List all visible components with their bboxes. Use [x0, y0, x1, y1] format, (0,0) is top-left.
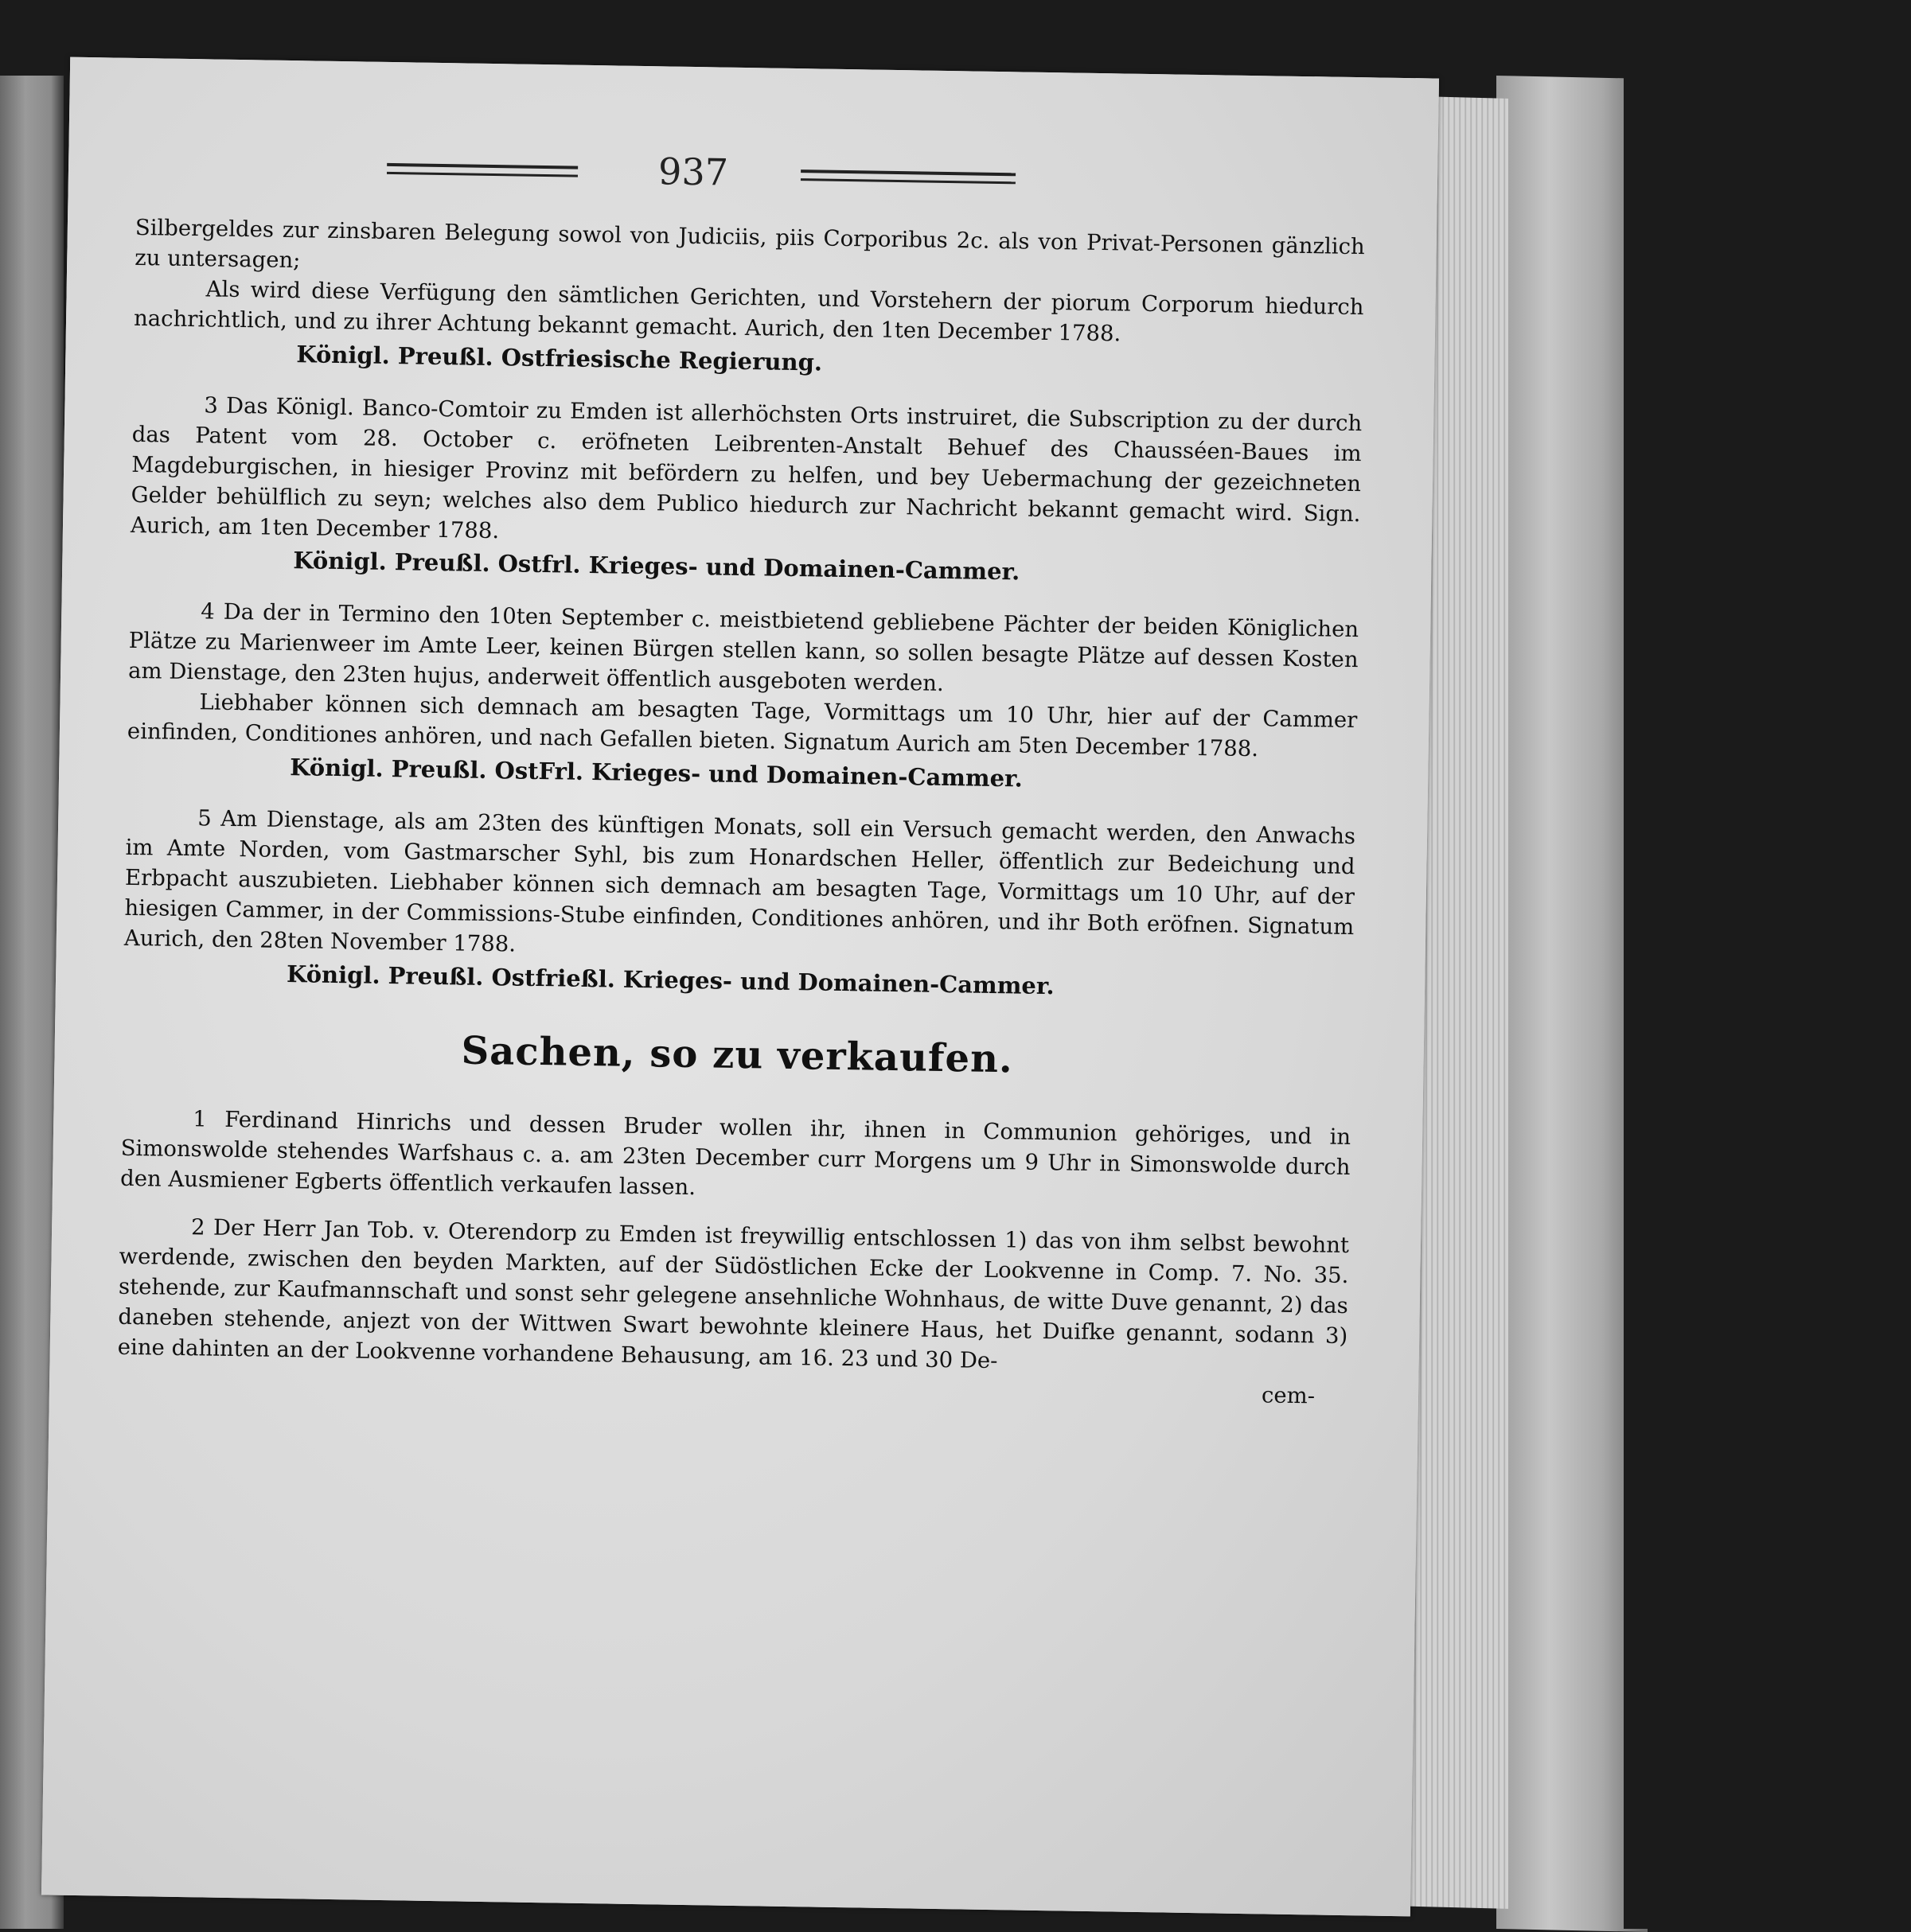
header-rule-right [801, 169, 1016, 184]
notice-3: 3 Das Königl. Banco-Comtoir zu Emden ist allerhöchsten Orts instruiret, die Subscription zu der durch das Patent vom 28. October c. eröfneten Leibrenten-Anstalt Behuef des Chausséen-Baues im Magdeburgischen, in hiesiger Provinz mit befördern zu helfen, und bey Uebermachung der gezeichneten Gelder behülflich zu seyn; welches also dem Publico hiedurch zur Nachricht bekannt gemacht wird. Sign. Aurich, am 1ten December 1788. [130, 392, 1363, 543]
page-header [387, 146, 1016, 203]
top-paragraph: Silbergeldes zur zinsbaren Belegung sowol von Judiciis, piis Corporibus 2c. als von Privat-Personen gänzlich zu untersagen; [135, 214, 1365, 274]
notice-5: 5 Am Dienstage, als am 23ten des künftigen Monats, soll ein Versuch gemacht werden, den Anwachs im Amte Norden, vom Gastmarscher Syhl, bis zum Honardschen Heller, öffentlich zur Bedeichung und Erbpacht auszubieten. Liebhaber können sich demnach am besagten Tage, Vormittags um 10 Uhr, auf der hiesigen Cammer, in der Commissions-Stube einfinden, Conditiones anhören, und ihr Both eröfnen. Signatum Aurich, den 28ten November 1788. [123, 805, 1356, 957]
page-body [117, 213, 1365, 1412]
page-number: 937 [657, 150, 729, 194]
top-notice: Als wird diese Verfügung den sämtlichen Gerichten, und Vorstehern der piorum Corporum hiedurch nachrichtlich, und zu ihrer Achtung bekannt gemacht. Aurich, den 1ten December 1788. [133, 276, 1364, 347]
signature-cammer-3: Königl. Preußl. Ostfrießl. Krieges- und Domainen-Cammer. [286, 960, 1055, 1000]
signature-cammer-2: Königl. Preußl. OstFrl. Krieges- und Domainen-Cammer. [289, 754, 1024, 793]
notice-4-continued: Liebhaber können sich demnach am besagten Tage, Vormittags um 10 Uhr, hier auf der Cammer einfinden, Conditiones anhören, und nach Gefallen bieten. Signatum Aurich am 5ten December 1788. [127, 689, 1358, 762]
background [1624, 64, 1911, 1929]
signature-cammer-1: Königl. Preußl. Ostfrl. Krieges- und Domainen-Cammer. [293, 547, 1020, 586]
sale-item-2: 2 Der Herr Jan Tob. v. Oterendorp zu Emden ist freywillig entschlossen 1) das von ihm selbst bewohnt werdende, zwischen den beyden Markten, auf der Südöstlichen Ecke der Lookvenne in Comp. 7. No. 35. stehende, zur Kaufmannschaft und sonst sehr gelegene ansehnliche Wohnhaus, de witte Duve genannt, 2) das daneben stehende, anjezt von der Wittwen Swart bewohnte kleinere Haus, het Duifke genannt, sodann 3) eine dahinten an der Lookvenne vorhandene Behausung, am 16. 23 und 30 De- [117, 1214, 1350, 1373]
book-page [41, 57, 1439, 1917]
signature-regierung: Königl. Preußl. Ostfriesische Regierung. [296, 340, 823, 376]
sale-item-1: 1 Ferdinand Hinrichs und dessen Bruder wollen ihr, ihnen in Communion gehöriges, und in Simonswolde stehendes Warfshaus c. a. am 23ten December curr Morgens um 9 Uhr in Simonswolde durch den Ausmiener Egberts öffentlich verkaufen lassen. [119, 1106, 1351, 1201]
header-rule-left [387, 163, 578, 177]
catchword: cem- [1261, 1381, 1316, 1409]
section-heading: Sachen, so zu verkaufen. [461, 1028, 1014, 1082]
notice-4: 4 Da der in Termino den 10ten September c. meistbietend gebliebene Pächter der beiden Königlichen Plätze zu Marienweer im Amte Leer, keinen Bürgen stellen kann, so sollen besagte Plätze auf dessen Kosten am Dienstage, den 23ten hujus, anderweit öffentlich ausgeboten werden. [127, 598, 1359, 697]
